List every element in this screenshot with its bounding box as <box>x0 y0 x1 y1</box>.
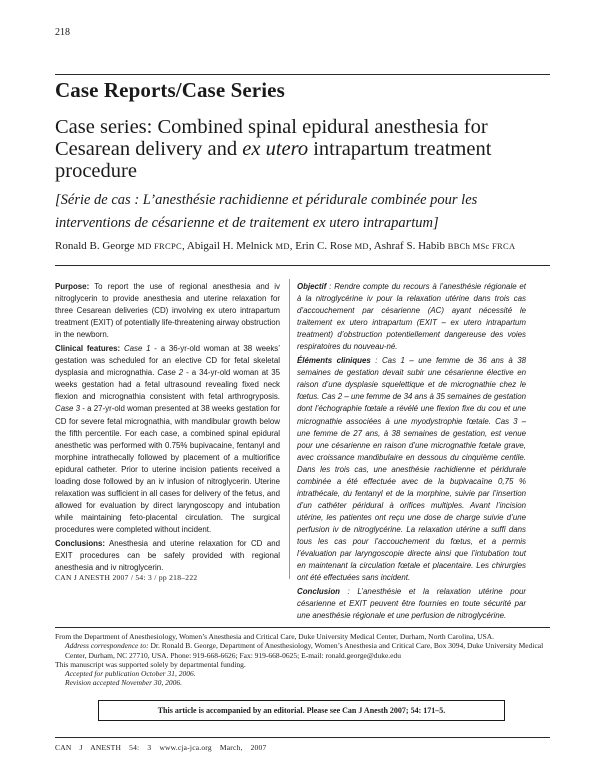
conclusions-paragraph: Conclusions: Anesthesia and uterine relaxation for CD and EXIT procedures can be safely provided with regional anesthesia and iv nitroglycerin. <box>55 538 280 573</box>
funding-note: This manuscript was supported solely by departmental funding. <box>55 659 246 669</box>
article-title <box>55 116 550 182</box>
abstract-french <box>297 281 526 624</box>
purpose-paragraph: Purpose: To report the use of regional anesthesia and iv nitroglycerin to provide anesthesia and uterine relaxation for three Cesarean deliveries (CD) involving ex utero intrapartum treatment (EXIT) of potentially life-threatening airway obstruction in the newborn. <box>55 282 280 340</box>
author-name: Ashraf S. Habib <box>373 240 445 252</box>
footnote-divider <box>55 627 550 628</box>
column-divider <box>289 279 290 579</box>
footer-journal: CAN J ANESTH 54: 3 <box>55 743 152 752</box>
footnotes <box>55 632 545 688</box>
top-divider <box>55 74 550 75</box>
author-degrees: MD <box>354 241 369 251</box>
citation: CAN J ANESTH 2007 / 54: 3 / pp 218–222 <box>55 573 198 582</box>
title-italic: ex utero <box>242 138 309 160</box>
page-number: 218 <box>55 27 70 38</box>
abstract-divider <box>55 265 550 266</box>
conclusion-paragraph: Conclusion : L’anesthésie et la relaxation utérine pour césarienne et EXIT peuvent être fournies en toute sécurité par une anesthésie régionale et une perfusion de nitroglycérine. <box>297 587 526 621</box>
bottom-divider <box>55 737 550 738</box>
author-degrees: MD FRCPC <box>137 241 182 251</box>
revision-date: Revision accepted November 30, 2006. <box>65 678 183 688</box>
clinical-features-paragraph: Clinical features: Case 1 - a 36-yr-old woman at 38 weeks’ gestation was scheduled for an elective CD for fetal skeletal dysplasia and micrognathia. Case 2 - a 34-yr-old woman at 35 weeks gestation had a fetal ultrasound revealing fixed neck flexion and micrognathia consistent with fetal arthrogryposis. Case 3 - a 27-yr-old woman presented at 38 weeks gestation for CD for severe fetal micrognathia, with mandibular growth below the fifth percentile. For each case, a combined spinal epidural anesthetic was performed with 0.75% bupivacaine, fentanyl and morphine intrathecally followed by placement of a multiorifice epidural catheter. Prior to uterine incision patients received a loading dose followed by an iv infusion of nitroglycerin. Uterine relaxation was sufficient in all cases for delivery of the fetus, and allowed for evaluation by direct laryngoscopy and intubation while maintaining feto-placental circulation. The surgical procedures were completed without incident. <box>55 344 280 534</box>
objectif-paragraph: Objectif : Rendre compte du recours à l’anesthésie régionale et à la nitroglycérine iv pour la relaxation utérine dans trois cas d’accouchement par césarienne (AC) ayant nécessité le traitement ex utero intrapartum (EXIT – ex utero intrapartum treatment) d’obstruction potentiellement dangereuse des voies respiratoires du nouveau-né. <box>297 282 526 352</box>
author-name: Ronald B. George <box>55 240 135 252</box>
abstract-english <box>55 281 280 576</box>
page-footer <box>55 743 266 752</box>
elements-cliniques-paragraph: Éléments cliniques : Cas 1 – une femme de 36 ans à 38 semaines de gestation devait subir une césarienne élective en raison d’une dysplasie squelettique et de micrognathie chez le fœtus. Cas 2 – une femme de 34 ans à 35 semaines de gestation dont l’échographie fœtale a révélé une flexion fixe du cou et une micrognathie associées à une myodystrophie fœtale. Cas 3 – une femme de 27 ans, à 38 semaines de gestation, est venue pour une césarienne en raison d’une micrognathie fœtale grave, avec croissance mandibulaire en dessous du cinquième centile. Dans les trois cas, une anesthésie rachidienne et péridurale combinée a été effectuée avec de la bupivacaïne 0,75 % intrathécale, du fentanyl et de la morphine, suivie par l’insertion d’un cathéter péridural à orifices multiples. Avant l’incision utérine, les patientes ont reçu une dose de charge suivie d’une perfusion iv de nitroglycérine. La relaxation utérine a suffi dans tous les cas pour l’accouchement du fœtus, et a permis l’évaluation par laryngoscopie directe ainsi que l’intubation tout en maintenant la circulation fœtale et placentaire. Les chirurgies ont été effectuées sans incident. <box>297 356 526 583</box>
editorial-notice: This article is accompanied by an editorial. Please see Can J Anesth 2007; 54: 171–5. <box>98 700 505 721</box>
title-part-2: intrapartum treatment procedure <box>55 138 492 182</box>
author-name: Abigail H. Melnick <box>186 240 273 252</box>
french-title: [Série de cas : L’anesthésie rachidienne et péridurale combinée pour les interventions de césarienne et de traitement ex utero intrapartum] <box>55 192 478 231</box>
footer-website[interactable]: www.cja-jca.org <box>159 743 212 752</box>
affiliation: From the Department of Anesthesiology, Women’s Anesthesia and Critical Care, Duke University Medical Center, Durham, North Carolina, USA. <box>55 632 495 641</box>
author-name: Erin C. Rose <box>295 240 352 252</box>
author-list: Ronald B. George MD FRCPC, Abigail H. Melnick MD, Erin C. Rose MD, Ashraf S. Habib BBCh MSc FRCA <box>55 240 516 252</box>
author-degrees: MD <box>275 241 290 251</box>
accepted-date: Accepted for publication October 31, 2006. <box>65 669 196 679</box>
section-title: Case Reports/Case Series <box>55 78 285 102</box>
author-degrees: BBCh MSc FRCA <box>447 241 516 251</box>
footer-date: March, 2007 <box>219 743 267 752</box>
correspondence: Address correspondence to: Dr. Ronald B. George, Department of Anesthesiology, Women’s Anesthesia and Critical Care, Box 3094, Duke University Medical Center, Durham, NC 27710, USA. Phone: 919-668-6626; Fax: 919-668-0625; E-mail: ronald.george@duke.edu <box>65 641 544 660</box>
title-part-1: Case series: Combined spinal epidural anesthesia for Cesarean delivery and <box>55 116 488 160</box>
